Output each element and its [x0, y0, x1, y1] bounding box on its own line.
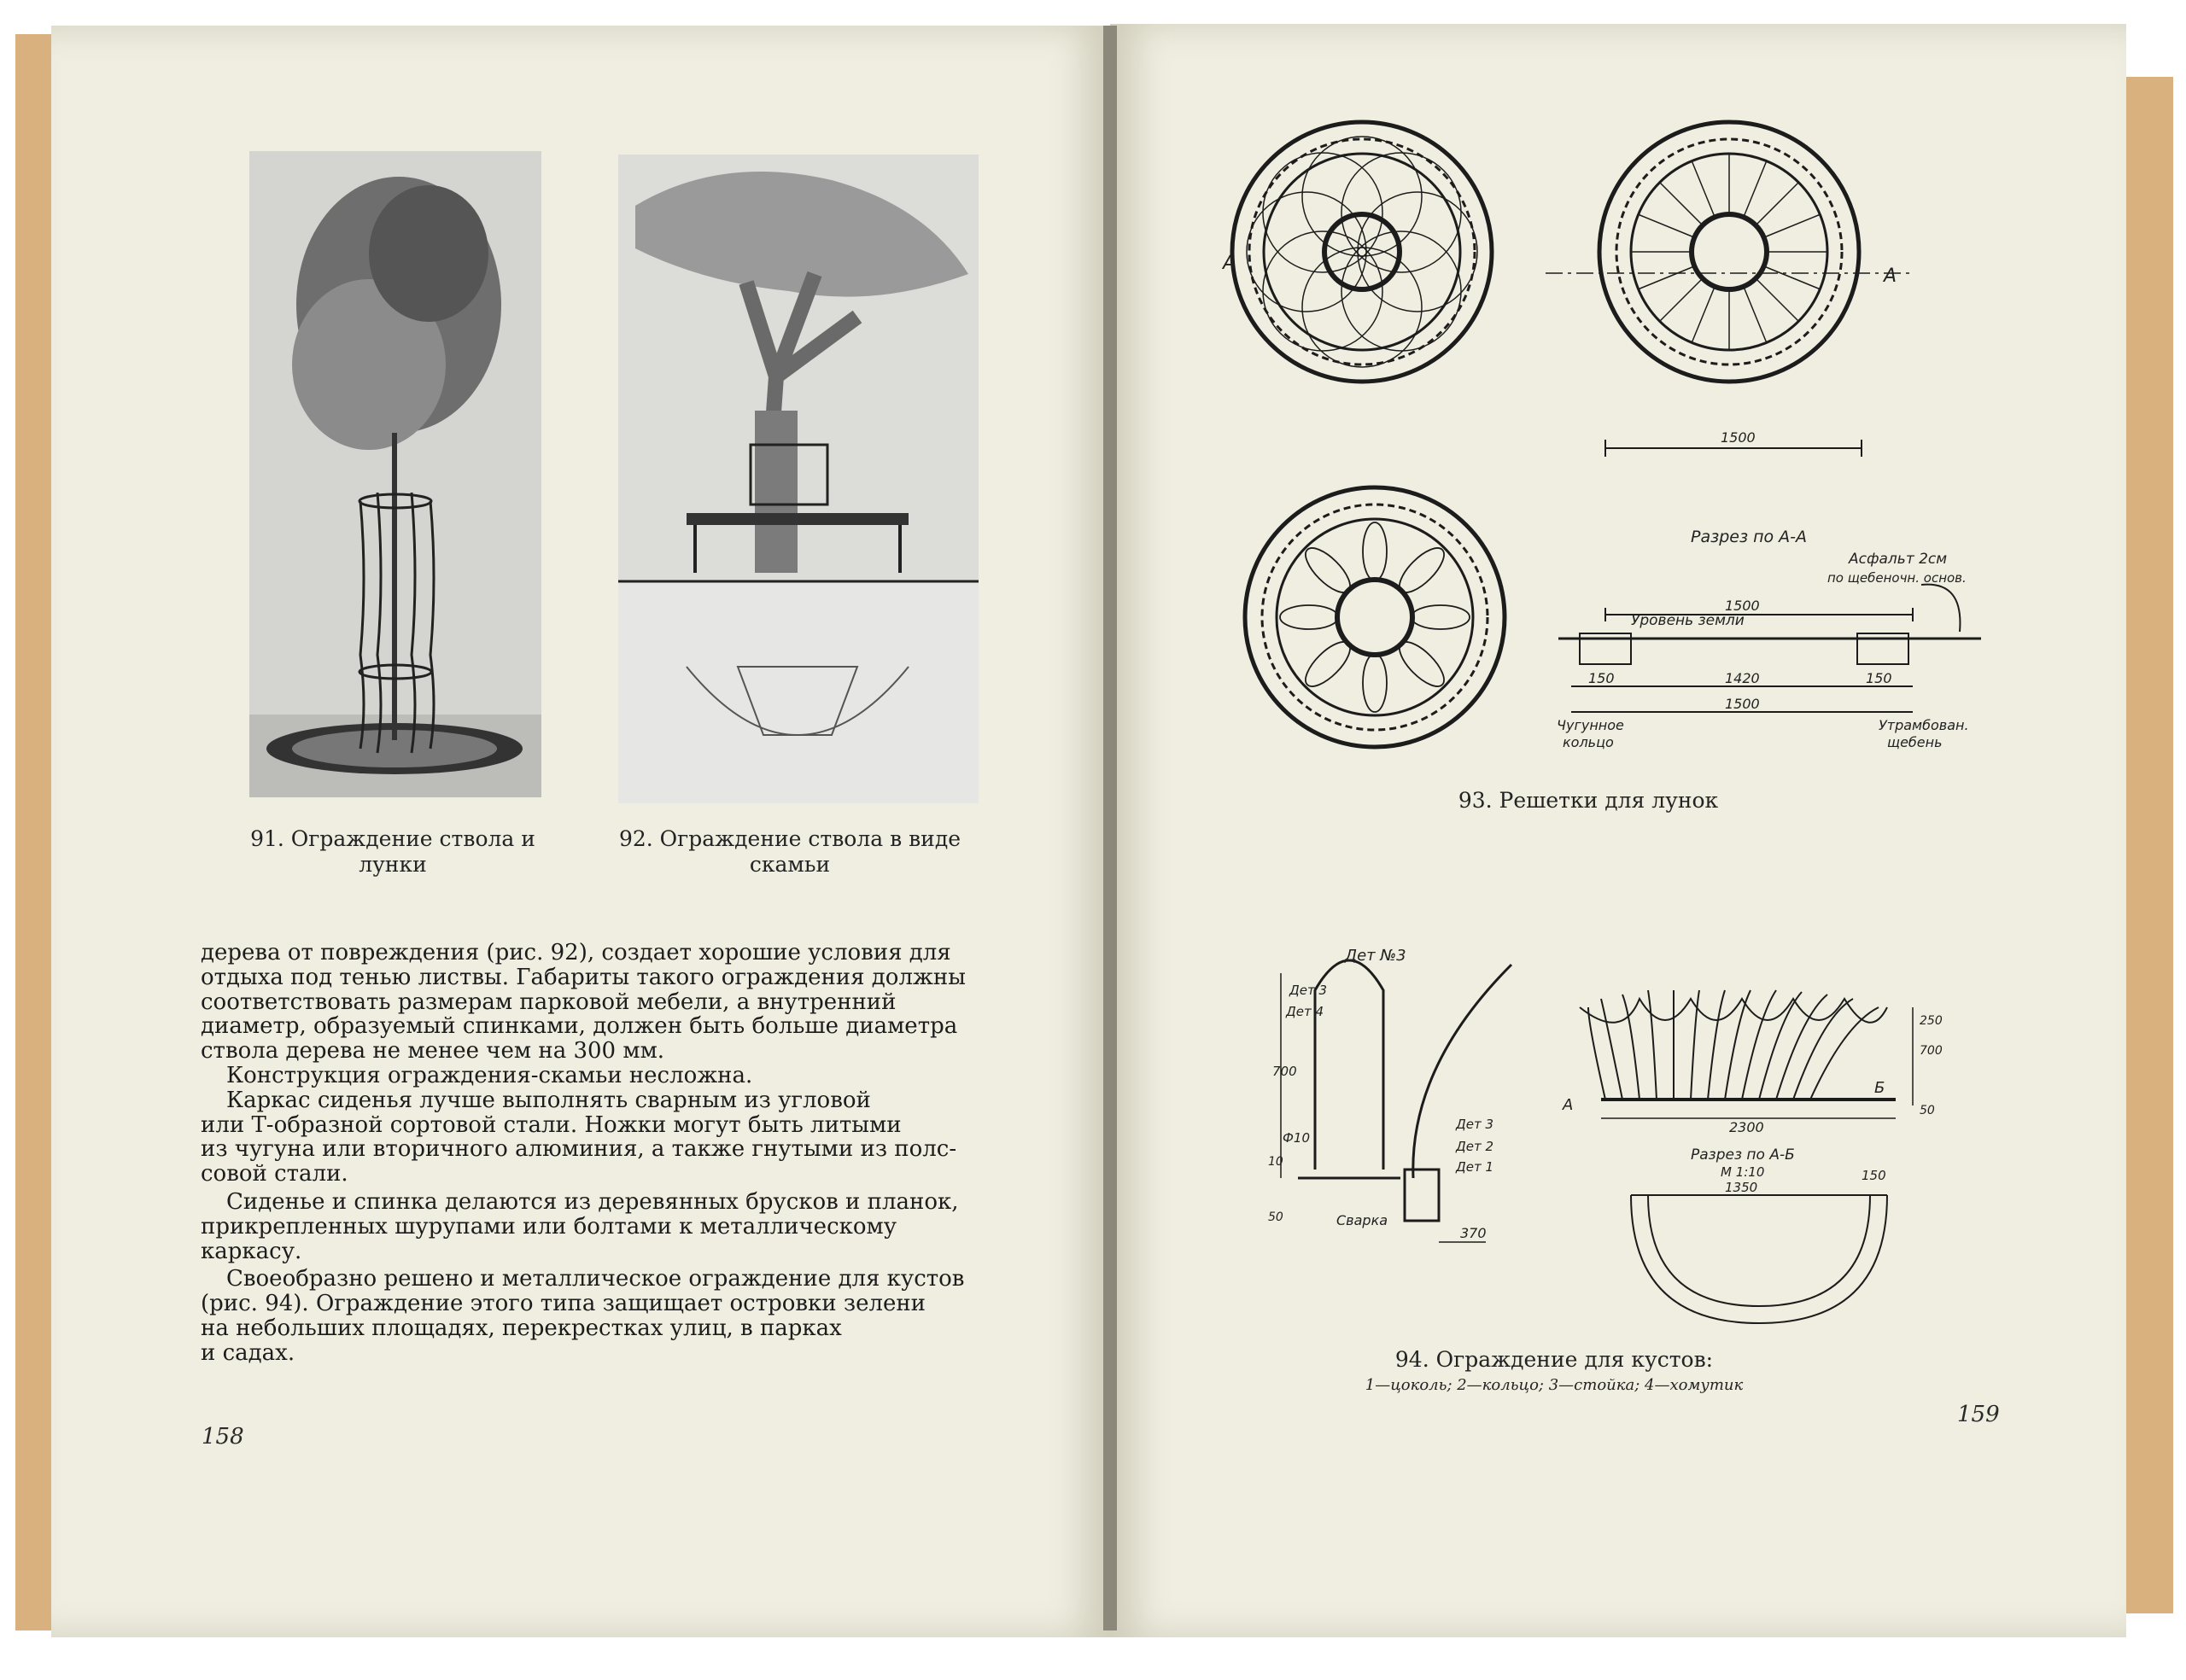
figure-91-caption: 91. Ограждение ствола и лунки — [250, 826, 535, 877]
body-line: совой стали. — [201, 1161, 348, 1187]
svg-text:Утрамбован.: Утрамбован. — [1879, 717, 1969, 733]
body-line: (рис. 94). Ограждение этого типа защищает островки зелени — [201, 1291, 926, 1317]
svg-text:Дет 3: Дет 3 — [1456, 1117, 1493, 1132]
svg-text:1420: 1420 — [1725, 670, 1760, 686]
svg-text:1500: 1500 — [1725, 598, 1760, 614]
body-line: и садах. — [201, 1339, 295, 1366]
body-line: отдыха под тенью листвы. Габариты такого ограждения должны — [201, 964, 966, 990]
svg-text:Дет 1: Дет 1 — [1456, 1159, 1493, 1175]
body-line: прикрепленных шурупами или болтами к металлическому — [201, 1213, 897, 1240]
svg-text:Разрез по А-А: Разрез по А-А — [1691, 528, 1808, 546]
svg-text:150: 150 — [1866, 670, 1892, 686]
body-line: ствола дерева не менее чем на 300 мм. — [201, 1038, 665, 1065]
svg-text:1500: 1500 — [1725, 696, 1760, 712]
svg-text:Б: Б — [1874, 1079, 1885, 1097]
figure-94-caption: 94. Ограждение для кустов: 1—цоколь; 2—кольцо; 3—стойка; 4—хомутик — [1365, 1347, 1744, 1394]
svg-text:Дет №3: Дет №3 — [1345, 947, 1406, 965]
figure-92-photo — [618, 155, 979, 803]
svg-text:Дет 3: Дет 3 — [1289, 983, 1327, 998]
grate-1-icon — [1232, 122, 1492, 382]
figure-94-drawing — [1264, 939, 1955, 1332]
svg-text:1500: 1500 — [1721, 429, 1756, 446]
svg-text:10: 10 — [1268, 1155, 1283, 1169]
left-page-body-text — [201, 941, 966, 1366]
figure-92-caption: 92. Ограждение ствола в виде скамьи — [618, 826, 961, 877]
figure-93-drawing — [1223, 120, 1998, 777]
figure-91-photo — [249, 151, 541, 797]
svg-text:Ф10: Ф10 — [1283, 1130, 1310, 1146]
body-line: Каркас сиденья лучше выполнять сварным из угловой — [226, 1087, 871, 1113]
svg-text:А: А — [1884, 265, 1897, 287]
grate-3-icon — [1245, 487, 1505, 747]
svg-text:М 1:10: М 1:10 — [1721, 1164, 1765, 1180]
body-line: соответствовать размерам парковой мебели, а внутренний — [201, 989, 897, 1015]
svg-text:кольцо: кольцо — [1563, 734, 1614, 750]
grate-2-icon — [1546, 122, 1913, 382]
svg-text:Асфальт 2см: Асфальт 2см — [1849, 551, 1948, 568]
svg-text:А: А — [1223, 253, 1236, 274]
svg-text:Дет 4: Дет 4 — [1286, 1004, 1324, 1019]
svg-text:Разрез по А-Б: Разрез по А-Б — [1691, 1146, 1795, 1164]
body-line: диаметр, образуемый спинками, должен быть больше диаметра — [201, 1013, 958, 1040]
svg-text:щебень: щебень — [1887, 734, 1943, 750]
left-page-number: 158 — [202, 1424, 244, 1450]
body-line: Своеобразно решено и металлическое ограждение для кустов — [226, 1266, 965, 1292]
svg-text:Дет 2: Дет 2 — [1456, 1139, 1493, 1154]
right-page-number: 159 — [1957, 1402, 2000, 1427]
body-line: Конструкция ограждения-скамьи несложна. — [226, 1062, 753, 1088]
svg-text:700: 700 — [1272, 1064, 1297, 1079]
body-line: или Т-образной сортовой стали. Ножки могут быть литыми — [201, 1111, 902, 1138]
body-line: каркасу. — [201, 1238, 302, 1264]
svg-text:Уровень земли: Уровень земли — [1631, 612, 1745, 629]
svg-text:250: 250 — [1920, 1014, 1943, 1028]
svg-text:50: 50 — [1920, 1104, 1935, 1117]
body-line: из чугуна или вторичного алюминия, а также гнутыми из полс- — [201, 1136, 957, 1163]
svg-text:А: А — [1563, 1096, 1574, 1114]
book-gutter — [1103, 26, 1117, 1630]
body-line: дерева от повреждения (рис. 92), создает хорошие условия для — [201, 940, 951, 965]
svg-text:2300: 2300 — [1729, 1119, 1764, 1135]
figure-93-caption: 93. Решетки для лунок — [1458, 788, 1719, 813]
svg-text:700: 700 — [1920, 1044, 1943, 1058]
svg-text:370: 370 — [1460, 1225, 1487, 1241]
svg-text:1350: 1350 — [1725, 1180, 1758, 1195]
svg-text:Сварка: Сварка — [1336, 1212, 1388, 1228]
svg-text:по щебеночн. основ.: по щебеночн. основ. — [1827, 570, 1967, 586]
svg-text:150: 150 — [1862, 1168, 1886, 1183]
body-line: на небольших площадях, перекрестках улиц, в парках — [201, 1315, 842, 1341]
svg-text:150: 150 — [1588, 670, 1615, 686]
body-line: Сиденье и спинка делаются из деревянных брусков и планок, — [226, 1188, 959, 1215]
svg-text:50: 50 — [1268, 1210, 1283, 1224]
svg-text:Чугунное: Чугунное — [1557, 717, 1624, 733]
